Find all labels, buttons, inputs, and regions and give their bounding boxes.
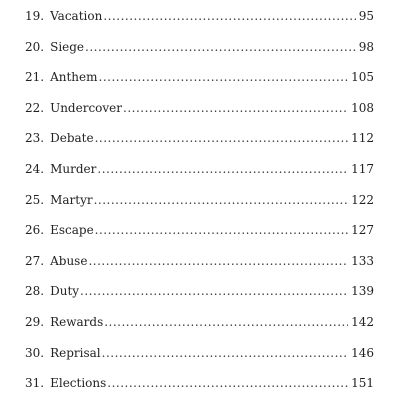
chapter-number: 31. [25, 376, 45, 391]
dot-leader [97, 154, 348, 185]
chapter-title: Debate [50, 131, 94, 146]
chapter-title: Elections [50, 376, 107, 391]
page-number: 133 [351, 253, 374, 268]
page-number: 108 [351, 100, 374, 115]
toc-entry-murder[interactable] [25, 154, 374, 185]
chapter-title: Murder [50, 161, 97, 176]
dot-leader [95, 215, 348, 246]
chapter-number: 21. [25, 70, 45, 85]
chapter-number: 29. [25, 314, 45, 329]
chapter-title: Escape [50, 223, 94, 238]
dot-leader [107, 368, 348, 399]
page-number: 122 [351, 192, 374, 207]
toc-entry-martyr[interactable] [25, 185, 374, 216]
dot-leader [95, 123, 349, 154]
chapter-number: 28. [25, 284, 45, 299]
chapter-number: 27. [25, 253, 45, 268]
dot-leader [103, 1, 355, 32]
dot-leader [85, 32, 356, 63]
dot-leader [99, 62, 349, 93]
toc-entry-escape[interactable] [25, 215, 374, 246]
page-number: 95 [358, 9, 374, 23]
toc-entry-rewards[interactable] [25, 307, 374, 338]
dot-leader [88, 246, 348, 277]
chapter-title: Siege [50, 39, 85, 54]
page-number: 117 [351, 161, 374, 176]
chapter-title: Undercover [50, 100, 123, 115]
chapter-title: Vacation [50, 9, 103, 23]
toc-entry-anthem[interactable] [25, 62, 374, 93]
page-number: 146 [351, 345, 374, 360]
toc-entry-reprisal[interactable] [25, 338, 374, 369]
dot-leader [104, 307, 348, 338]
toc-entry-abuse[interactable] [25, 246, 374, 277]
chapter-number: 24. [25, 161, 45, 176]
chapter-number: 19. [25, 9, 45, 23]
toc-entry-siege[interactable] [25, 32, 374, 63]
chapter-title: Duty [50, 284, 80, 299]
chapter-number: 20. [25, 39, 45, 54]
chapter-number: 26. [25, 223, 45, 238]
page-number: 112 [351, 131, 374, 146]
page-number: 142 [351, 314, 374, 329]
dot-leader [80, 276, 348, 307]
chapter-number: 25. [25, 192, 45, 207]
chapter-number: 23. [25, 131, 45, 146]
dot-leader [123, 93, 348, 124]
chapter-title: Reprisal [50, 345, 101, 360]
chapter-title: Abuse [50, 253, 88, 268]
chapter-number: 30. [25, 345, 45, 360]
dot-leader [94, 185, 348, 216]
page-number: 139 [351, 284, 374, 299]
page-number: 105 [351, 70, 374, 85]
table-of-contents [25, 1, 374, 399]
toc-entry-duty[interactable] [25, 276, 374, 307]
toc-entry-elections[interactable] [25, 368, 374, 399]
page-number: 127 [351, 223, 374, 238]
page-number: 151 [351, 376, 374, 391]
chapter-title: Rewards [50, 314, 104, 329]
chapter-title: Anthem [50, 70, 98, 85]
dot-leader [102, 338, 348, 369]
chapter-number: 22. [25, 100, 45, 115]
page-number: 98 [358, 39, 374, 54]
toc-entry-undercover[interactable] [25, 93, 374, 124]
toc-entry-vacation[interactable] [25, 1, 374, 32]
toc-entry-debate[interactable] [25, 123, 374, 154]
chapter-title: Martyr [50, 192, 93, 207]
